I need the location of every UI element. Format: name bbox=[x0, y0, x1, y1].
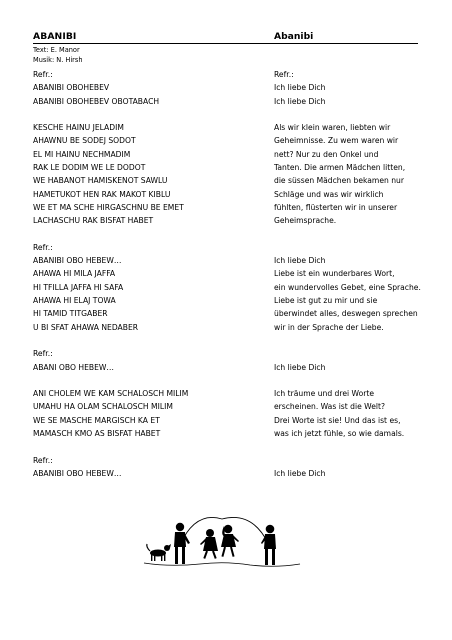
lyric-line: KESCHE HAINU JELADIM bbox=[33, 123, 124, 133]
right-column bbox=[274, 68, 421, 480]
children-jumping-rope-with-dog-silhouette-icon bbox=[140, 513, 305, 573]
translation-line: Als wir klein waren, liebten wir bbox=[274, 123, 391, 133]
lyric-line: EL MI HAINU NECHMADIM bbox=[33, 149, 131, 159]
translation-line: die süssen Mädchen bekamen nur bbox=[274, 176, 404, 186]
lyric-line: LACHASCHU RAK BISFAT HABET bbox=[33, 216, 154, 226]
translation-line: fühlten, flüsterten wir in unserer bbox=[274, 202, 398, 212]
lyric-line: WE SE MASCHE MARGISCH KA ET bbox=[33, 415, 160, 425]
refrain-label: Refr.: bbox=[33, 242, 53, 252]
lyric-line: MAMASCH KMO AS BISFAT HABET bbox=[33, 429, 161, 439]
lyric-line: AHAWNU BE SODEJ SODOT bbox=[33, 136, 136, 146]
song-title-german: Abanibi bbox=[274, 31, 314, 42]
left-column bbox=[33, 68, 188, 480]
lyric-line: ABANIBI OBOHEBEV bbox=[33, 83, 110, 93]
translation-line: nett? Nur zu den Onkel und bbox=[274, 149, 379, 159]
lyric-line: ABANI OBO HEBEW… bbox=[33, 362, 114, 372]
lyric-line: ABANIBI OBOHEBEV OBOTABACH bbox=[33, 96, 160, 106]
lyrics-credit: Text: E. Manor bbox=[33, 46, 80, 54]
lyric-line: HI TAMID TITGABER bbox=[33, 309, 108, 319]
lyric-line: RAK LE DODIM WE LE DODOT bbox=[33, 163, 146, 173]
music-credit: Musik: N. Hirsh bbox=[33, 56, 83, 64]
translation-line: Ich träume und drei Worte bbox=[274, 389, 375, 399]
lyric-line: WE HABANOT HAMISKENOT SAWLU bbox=[33, 176, 168, 186]
refrain-label: Refr.: bbox=[33, 349, 53, 359]
translation-line: erscheinen. Was ist die Welt? bbox=[274, 402, 386, 412]
title-underline bbox=[33, 43, 418, 44]
lyric-line: ANI CHOLEM WE KAM SCHALOSCH MILIM bbox=[33, 389, 189, 399]
translation-line: Ich liebe Dich bbox=[274, 468, 326, 478]
translation-line: Liebe ist ein wunderbares Wort, bbox=[274, 269, 395, 279]
lyric-line: WE ET MA SCHE HIRGASCHNU BE EMET bbox=[33, 202, 184, 212]
translation-line: Ich liebe Dich bbox=[274, 362, 326, 372]
lyric-line: UMAHU HA OLAM SCHALOSCH MILIM bbox=[33, 402, 173, 412]
translation-line: ein wundervolles Gebet, eine Sprache. bbox=[274, 282, 421, 292]
translation-line: wir in der Sprache der Liebe. bbox=[274, 322, 384, 332]
translation-line: Ich liebe Dich bbox=[274, 83, 326, 93]
translation-line: was ich jetzt fühle, so wie damals. bbox=[274, 429, 405, 439]
translation-line: überwindet alles, deswegen sprechen bbox=[274, 309, 418, 319]
lyric-line: ABANIBI OBO HEBEW… bbox=[33, 256, 122, 266]
song-title-hebrew: ABANIBI bbox=[33, 31, 77, 42]
lyric-line: AHAWA HI ELAJ TOWA bbox=[33, 296, 116, 306]
refrain-label: Refr.: bbox=[274, 70, 294, 79]
translation-line: Drei Worte ist sie! Und das ist es, bbox=[274, 415, 401, 425]
translation-line: Geheimnisse. Zu wem waren wir bbox=[274, 136, 399, 146]
translation-line: Liebe ist gut zu mir und sie bbox=[274, 296, 378, 306]
translation-line: Schläge und was wir wirklich bbox=[274, 189, 384, 199]
lyric-line: ABANIBI OBO HEBEW… bbox=[33, 468, 122, 478]
lyric-line: AHAWA HI MILA JAFFA bbox=[33, 269, 116, 279]
refrain-label: Refr.: bbox=[33, 455, 53, 465]
translation-line: Ich liebe Dich bbox=[274, 96, 326, 106]
refrain-label: Refr.: bbox=[33, 70, 53, 79]
lyric-line: U BI SFAT AHAWA NEDABER bbox=[33, 322, 139, 332]
lyric-line: HI TFILLA JAFFA HI SAFA bbox=[33, 282, 124, 292]
translation-line: Tanten. Die armen Mädchen litten, bbox=[274, 163, 406, 173]
translation-line: Ich liebe Dich bbox=[274, 256, 326, 266]
translation-line: Geheimsprache. bbox=[274, 216, 337, 226]
lyric-line: HAMETUKOT HEN RAK MAKOT KIBLU bbox=[33, 189, 171, 199]
